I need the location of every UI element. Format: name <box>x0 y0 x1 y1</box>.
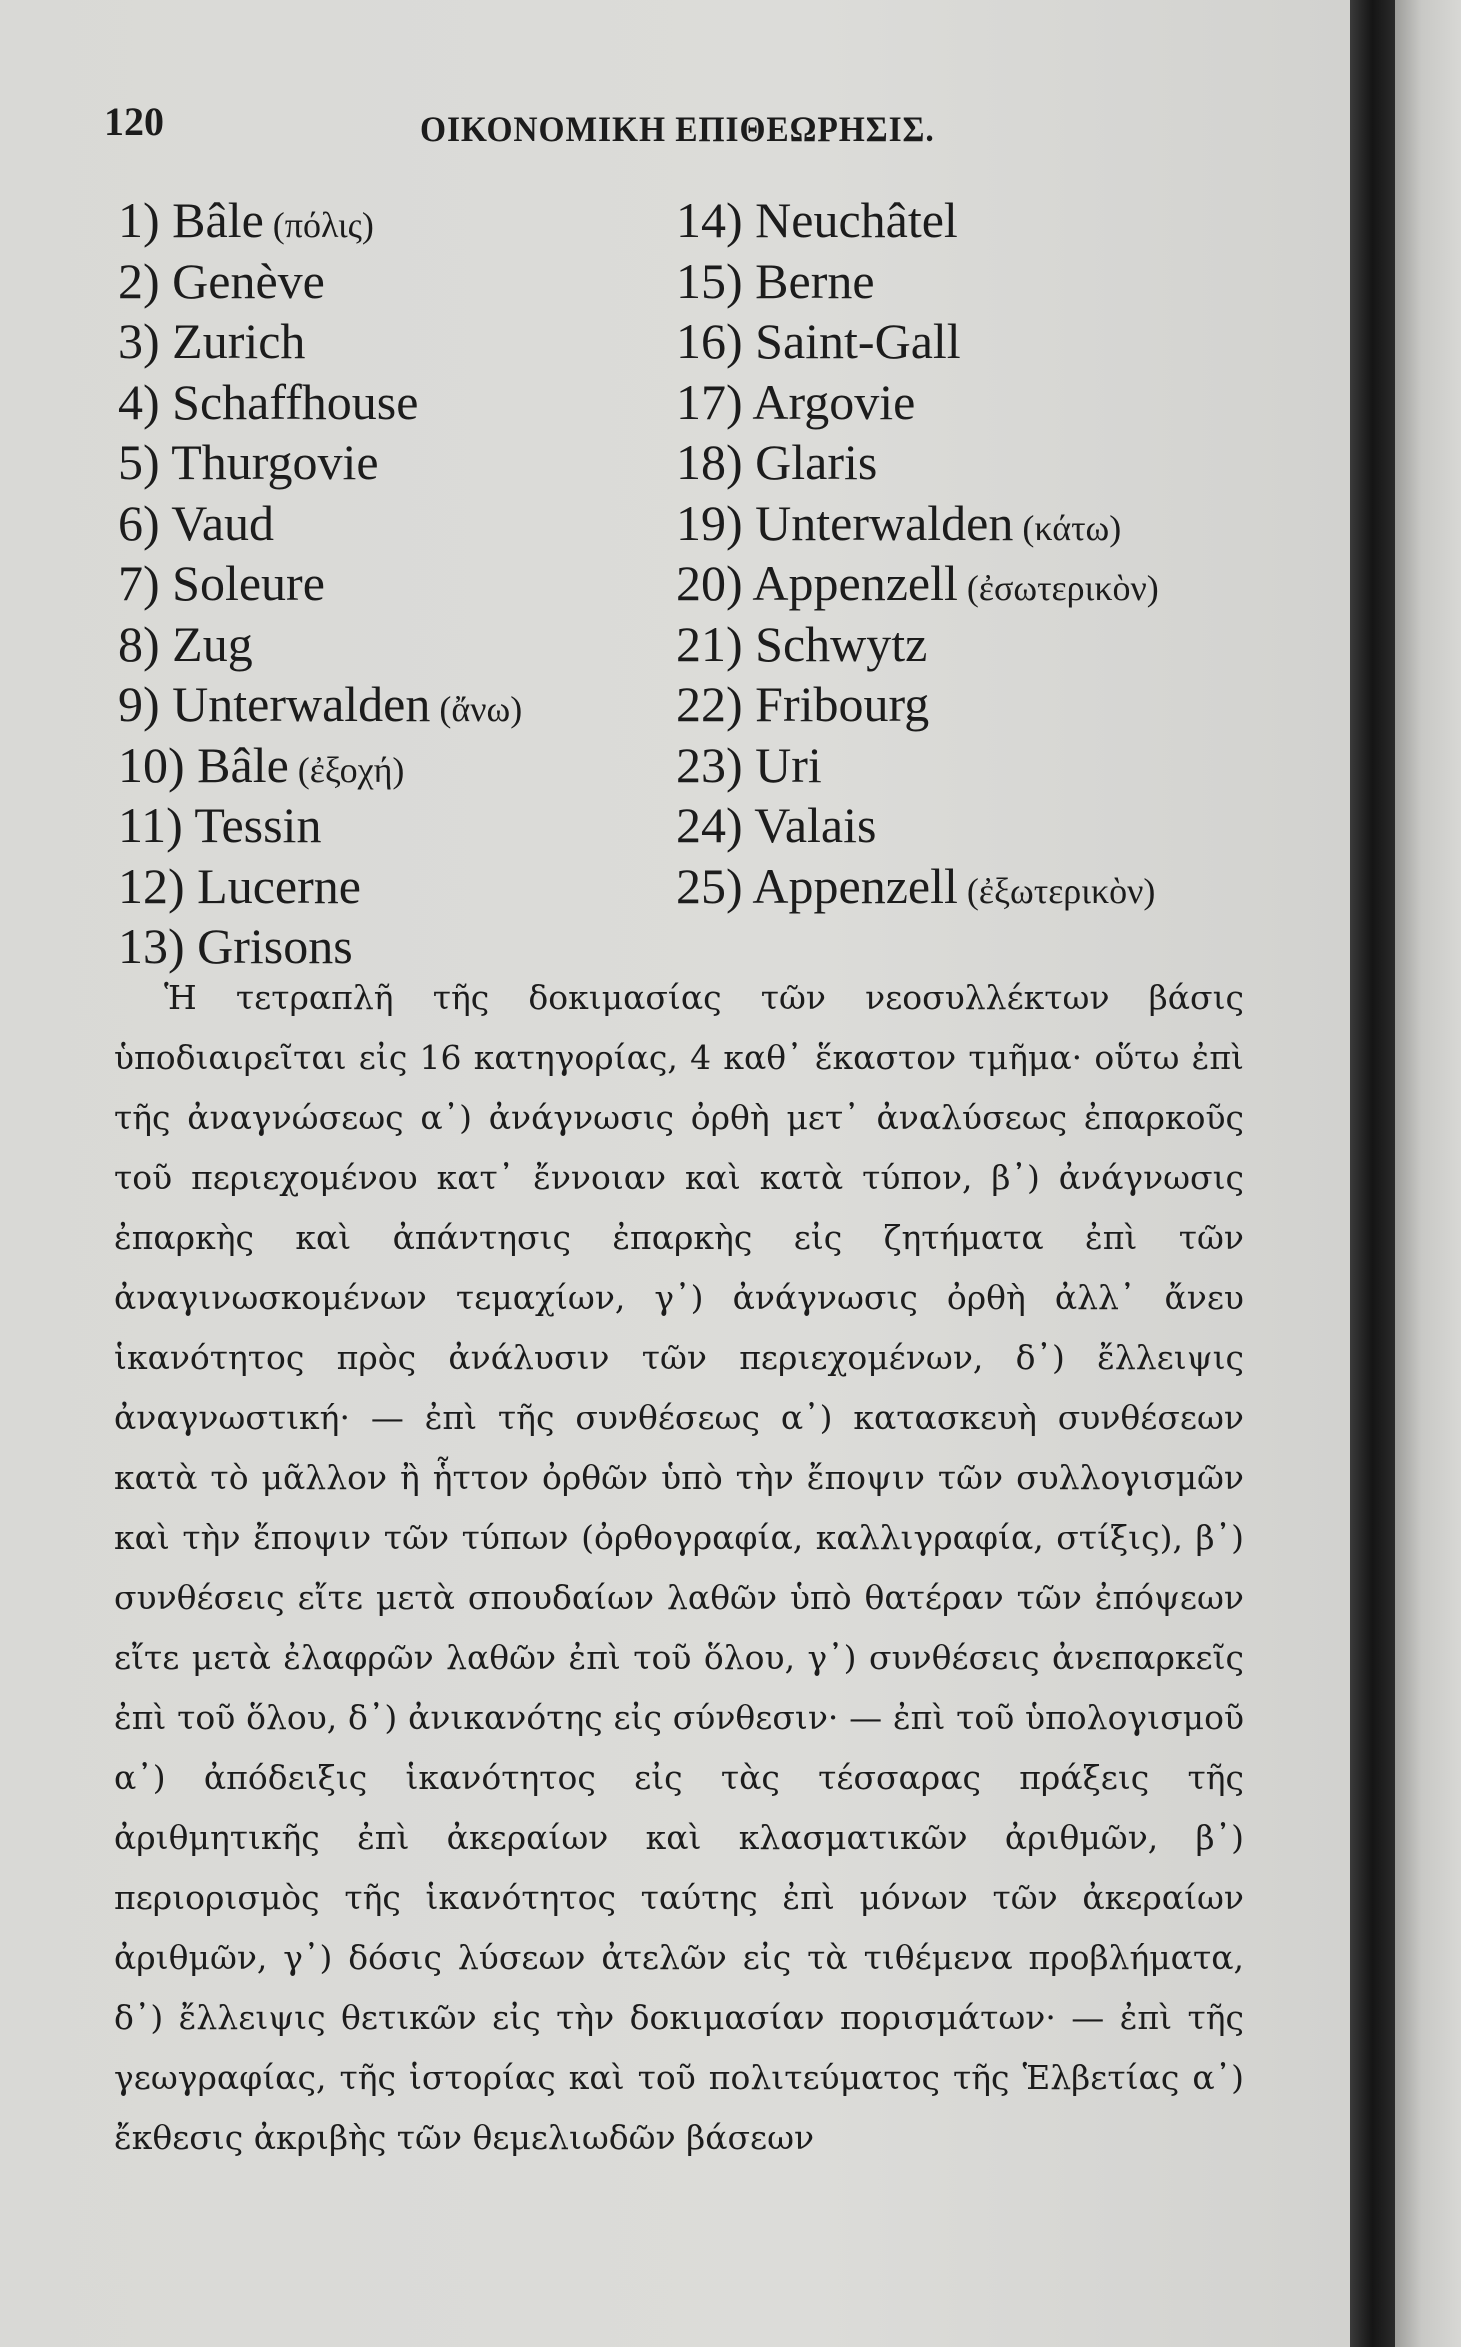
facing-page-edge <box>1395 0 1461 2347</box>
body-text <box>114 968 1244 2168</box>
canton-label: 21) Schwytz <box>676 615 928 672</box>
canton-label: 5) Thurgovie <box>118 434 379 490</box>
canton-note: (πόλις) <box>263 205 374 245</box>
canton-label: 8) Zug <box>118 615 253 672</box>
canton-item <box>676 313 961 369</box>
canton-note: (ἐξωτερικὸν) <box>957 870 1156 911</box>
canton-note: (κάτω) <box>1013 507 1122 548</box>
canton-item <box>676 494 1122 551</box>
canton-item <box>118 434 379 490</box>
canton-label: 23) Uri <box>676 736 822 793</box>
canton-note: (ἐσωτερικὸν) <box>957 568 1159 608</box>
canton-item <box>118 313 306 369</box>
canton-item <box>118 736 405 793</box>
canton-label: 18) Glaris <box>676 434 878 490</box>
page-number: 120 <box>104 99 164 144</box>
canton-item <box>676 192 958 248</box>
canton-item <box>676 676 930 732</box>
canton-item <box>676 736 822 793</box>
canton-label: 14) Neuchâtel <box>676 192 958 248</box>
canton-item <box>676 252 875 309</box>
canton-item <box>676 555 1159 611</box>
canton-item <box>676 615 928 672</box>
canton-label: 4) Schaffhouse <box>118 373 419 430</box>
canton-label: 16) Saint-Gall <box>676 313 961 369</box>
running-head: ΟΙΚΟΝΟΜΙΚΗ ΕΠΙΘΕΩΡΗΣΙΣ. <box>420 109 935 149</box>
canton-label: 19) Unterwalden <box>676 494 1014 551</box>
canton-label: 20) Appenzell <box>676 555 958 611</box>
canton-item <box>676 434 878 490</box>
canton-label: 24) Valais <box>676 797 877 853</box>
canton-label: 17) Argovie <box>676 373 916 430</box>
canton-label: 22) Fribourg <box>676 676 930 732</box>
canton-item <box>676 373 916 430</box>
canton-label: 7) Soleure <box>118 555 325 611</box>
canton-item <box>118 555 325 611</box>
book-gutter <box>1350 0 1395 2347</box>
canton-item <box>118 918 353 974</box>
canton-label: 9) Unterwalden <box>118 676 431 732</box>
canton-item <box>118 797 322 853</box>
canton-note: (ἄνω) <box>430 689 523 729</box>
canton-label: 13) Grisons <box>118 918 353 974</box>
canton-item <box>118 615 253 672</box>
canton-label: 2) Genève <box>118 252 325 309</box>
canton-label: 3) Zurich <box>118 313 306 369</box>
canton-item <box>118 192 374 248</box>
canton-label: 12) Lucerne <box>118 857 361 914</box>
canton-label: 10) Bâle <box>118 736 289 793</box>
canton-label: 11) Tessin <box>118 797 322 853</box>
canton-item <box>676 857 1156 914</box>
canton-item <box>118 252 325 309</box>
canton-label: 1) Bâle <box>118 192 264 248</box>
canton-note: (ἐξοχή) <box>288 749 405 790</box>
canton-item <box>676 797 877 853</box>
canton-label: 15) Berne <box>676 252 875 309</box>
canton-label: 25) Appenzell <box>676 857 958 914</box>
canton-label: 6) Vaud <box>118 494 275 551</box>
canton-item <box>118 676 523 732</box>
canton-item <box>118 857 361 914</box>
body-paragraph: Ἡ τετραπλῆ τῆς δοκιμασίας τῶν νεοσυλλέκτων βάσις ὑποδιαιρεῖται εἰς 16 κατηγορίας, 4 καθ᾿ ἕκαστον τμῆμα· οὕτω ἐπὶ τῆς ἀναγνώσεως α᾿) ἀνάγνωσις ὀρθὴ μετ᾿ ἀναλύσεως ἐπαρκοῦς τοῦ περιεχομένου κατ᾿ ἔννοιαν καὶ κατὰ τύπον, β᾿) ἀνάγνωσις ἐπαρκὴς καὶ ἀπάντησις ἐπαρκὴς εἰς ζητήματα ἐπὶ τῶν ἀναγινωσκομένων τεμαχίων, γ᾿) ἀνάγνωσις ὀρθὴ ἀλλ᾿ ἄνευ ἱκανότητος πρὸς ἀνάλυσιν τῶν περιεχομένων, δ᾿) ἔλλειψις ἀναγνωστική· — ἐπὶ τῆς συνθέσεως α᾿) κατασκευὴ συνθέσεων κατὰ τὸ μᾶλλον ἢ ἧττον ὀρθῶν ὑπὸ τὴν ἔποψιν τῶν συλλογισμῶν καὶ τὴν ἔποψιν τῶν τύπων (ὀρθογραφία, καλλιγραφία, στίξις), β᾿) συνθέσεις εἴτε μετὰ σπουδαίων λαθῶν ὑπὸ θατέραν τῶν ἐπόψεων εἴτε μετὰ ἐλαφρῶν λαθῶν ἐπὶ τοῦ ὅλου, γ᾿) συνθέσεις ἀνεπαρκεῖς ἐπὶ τοῦ ὅλου, δ᾿) ἀνικανότης εἰς σύνθεσιν· — ἐπὶ τοῦ ὑπολογισμοῦ α᾿) ἀπόδειξις ἱκανότητος εἰς τὰς τέσσαρας πράξεις τῆς ἀριθμητικῆς ἐπὶ ἀκεραίων καὶ κλασματικῶν ἀριθμῶν, β᾿) περιορισμὸς τῆς ἱκανότητος ταύτης ἐπὶ μόνων τῶν ἀκεραίων ἀριθμῶν, γ᾿) δόσις λύσεων ἀτελῶν εἰς τὰ τιθέμενα προβλήματα, δ᾿) ἔλλειψις θετικῶν εἰς τὴν δοκιμασίαν πορισμάτων· — ἐπὶ τῆς γεωγραφίας, τῆς ἱστορίας καὶ τοῦ πολιτεύματος τῆς Ἑλβετίας α᾿) ἔκθεσις ἀκριβὴς τῶν θεμελιωδῶν βάσεων <box>114 978 1244 2157</box>
canton-item <box>118 494 275 551</box>
canton-item <box>118 373 419 430</box>
